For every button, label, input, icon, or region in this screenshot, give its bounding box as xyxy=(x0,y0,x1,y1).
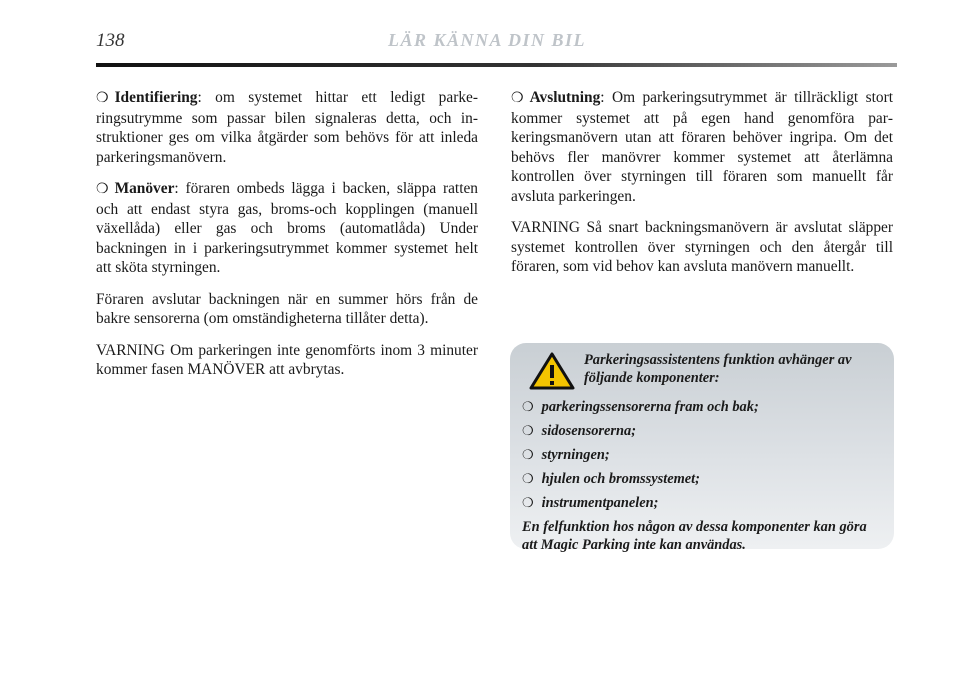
header-divider xyxy=(96,63,897,67)
right-column xyxy=(511,88,893,289)
bullet-circle-icon: ❍ xyxy=(511,91,524,106)
identifiering-paragraph xyxy=(96,88,478,167)
term-avslutning: Avslutning xyxy=(529,89,601,106)
warning-item xyxy=(522,494,882,512)
term-identifiering: Identifiering xyxy=(114,89,198,106)
page-header xyxy=(96,30,896,60)
warning-item-text: hjulen och bromssystemet; xyxy=(541,471,700,487)
warning-header xyxy=(522,351,882,391)
warning-item xyxy=(522,446,882,464)
warning-box xyxy=(510,343,894,553)
warning-item-text: styrningen; xyxy=(541,447,610,463)
page-number: 138 xyxy=(96,30,125,51)
warning-footer: En felfunktion hos någon av dessa komponenter kan göra att Magic Parking inte kan användas. xyxy=(522,519,867,553)
bullet-circle-icon: ❍ xyxy=(96,182,109,197)
warning-item-text: parkeringssensorerna fram och bak; xyxy=(541,399,759,415)
warning-item-text: instrumentpanelen; xyxy=(541,495,659,511)
summer-paragraph: Föraren avslutar backningen när en summer hörs från de bakre sensorerna (om omständigheterna tillåter detta). xyxy=(96,290,478,327)
avslutning-paragraph xyxy=(511,88,893,206)
bullet-circle-icon: ❍ xyxy=(522,399,534,414)
identifiering-text: : om systemet hittar ett ledigt parkeringsutrymme som passar bilen signaleras detta, och instruktioner ges om vilka åtgärder som behövs för att inleda parkeringsmanövern. xyxy=(96,89,478,166)
varning-paragraph-left: VARNING Om parkeringen inte genomförts inom 3 minuter kommer fasen MANÖVER att avbrytas. xyxy=(96,341,478,378)
warning-title: Parkeringsassistentens funktion avhänger av följande komponenter: xyxy=(584,352,852,386)
varning-paragraph-right: VARNING Så snart backningsmanövern är avslutat släpper systemet kontrollen över styrningen och den återgår till föraren, som vid behov kan avsluta manövern manuellt. xyxy=(511,219,893,275)
warning-item xyxy=(522,422,882,440)
manover-text: : föraren ombeds lägga i backen, släppa ratten och att endast styra gas, broms-och kopplingen (manuell växellåda) eller gas och broms (automatlåda) Under backningen in i parkeringsutrymmet kommer systemet helt att sköta styrningen. xyxy=(96,180,478,276)
section-title: LÄR KÄNNA DIN BIL xyxy=(388,30,587,50)
bullet-circle-icon: ❍ xyxy=(522,447,534,462)
term-manover: Manöver xyxy=(114,180,175,197)
warning-triangle-icon xyxy=(528,351,576,391)
left-column xyxy=(96,88,478,392)
warning-item xyxy=(522,470,882,488)
avslutning-text: : Om parkeringsutrymmet är tillräckligt stort kommer systemet att på egen hand genomföra parkeringsmanövern utan att föraren behöver ingripa. Om det behövs fler manövrer kommer systemet att återlämna kontrollen över styrningen till föraren som manuellt får avsluta parkeringen. xyxy=(511,89,893,205)
bullet-circle-icon: ❍ xyxy=(96,91,109,106)
bullet-circle-icon: ❍ xyxy=(522,471,534,486)
warning-item xyxy=(522,398,882,416)
warning-item-text: sidosensorerna; xyxy=(541,423,637,439)
bullet-circle-icon: ❍ xyxy=(522,495,534,510)
manover-paragraph xyxy=(96,179,478,278)
bullet-circle-icon: ❍ xyxy=(522,423,534,438)
